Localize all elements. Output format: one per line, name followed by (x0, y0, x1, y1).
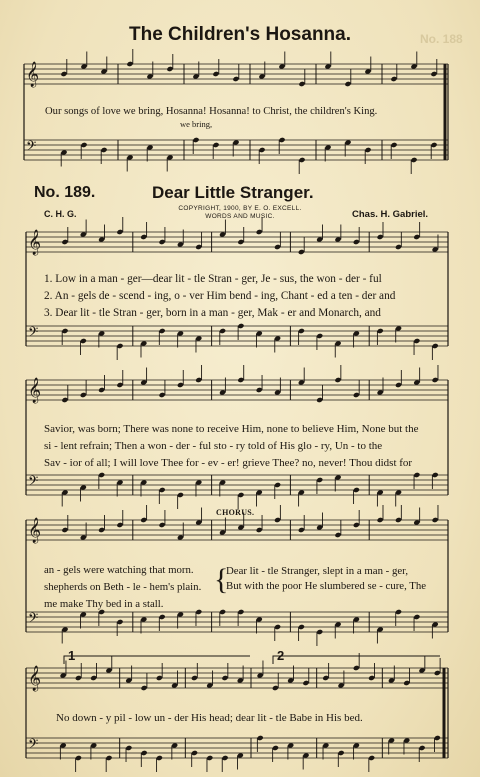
verse-1-line-1: 1. Low in a man - ger—dear lit - tle Stran - ger, Je - sus, the won - der - ful (44, 273, 382, 285)
system-2-bass-clef: 𝄢 (28, 473, 39, 492)
system-2-treble-clef: 𝄞 (28, 378, 42, 403)
chorus-line-1: Dear lit - tle Stranger, slept in a man - ger, (226, 565, 409, 577)
verse-1-line-3: an - gels were watching that morn. (44, 564, 194, 576)
system-3-bass-clef: 𝄢 (28, 610, 39, 629)
prev-song-lyric-small: we bring, (180, 119, 213, 129)
system-1-bass-clef: 𝄢 (28, 324, 39, 343)
verse-2-line-1: 2. An - gels de - scend - ing, o - ver Him bend - ing, Chant - ed a ten - der and (44, 290, 396, 302)
chorus-label: CHORUS. (216, 508, 255, 517)
system-4-treble-clef: 𝄞 (28, 666, 42, 691)
verse-3-line-1: 3. Dear lit - tle Stran - ger, born in a man - ger, Mak - er and Monarch, and (44, 307, 381, 319)
hymn-title: Dear Little Stranger. (152, 183, 314, 202)
system-4-bass-clef: 𝄢 (28, 736, 39, 755)
verse-2-line-3: shepherds on Beth - le - hem's plain. (44, 581, 202, 593)
verse-2-line-2: si - lent refrain; Then a won - der - ful sto - ry told of His glo - ry, Un - to the (44, 440, 383, 452)
system-0-treble-clef: 𝄞 (26, 62, 40, 87)
song-title: The Children's Hosanna. (129, 24, 351, 45)
system-3-treble-clef: 𝄞 (28, 518, 42, 543)
second-ending-label: 2 (277, 648, 285, 663)
second-ending-bracket (273, 656, 440, 664)
system-1-treble-clef: 𝄞 (28, 230, 42, 255)
composer: Chas. H. Gabriel. (352, 209, 429, 220)
chorus-brace: { (214, 563, 229, 596)
verse-1-line-2: Savior, was born; There was none to receive Him, none to believe Him, None but the (44, 423, 419, 435)
chorus-line-2: But with the poor He slumbered se - cure, The (226, 580, 427, 592)
first-ending-label: 1 (68, 648, 76, 663)
prev-song-lyric: Our songs of love we bring, Hosanna! Hosanna! to Christ, the children's King. (45, 106, 378, 117)
copyright (160, 205, 320, 221)
words-author: C. H. G. (44, 209, 77, 219)
hymn-number: No. 189. (34, 184, 96, 201)
corner-page-mark: No. 188 (420, 32, 463, 46)
copyright-line-2: WORDS AND MUSIC. (205, 213, 275, 220)
verse-3-line-2: Sav - ior of all; I will love Thee for - ev - er! grieve Thee? no, never! Thou didst for (44, 457, 413, 469)
final-lyric-line: No down - y pil - low un - der His head; dear lit - tle Babe in His bed. (56, 712, 363, 724)
first-ending-bracket (64, 656, 250, 664)
system-0-bass-clef: 𝄢 (26, 138, 37, 157)
copyright-line-1: COPYRIGHT, 1900, BY E. O. EXCELL. (178, 205, 302, 212)
verse-3-line-3: me make Thy bed in a stall. (44, 598, 164, 610)
